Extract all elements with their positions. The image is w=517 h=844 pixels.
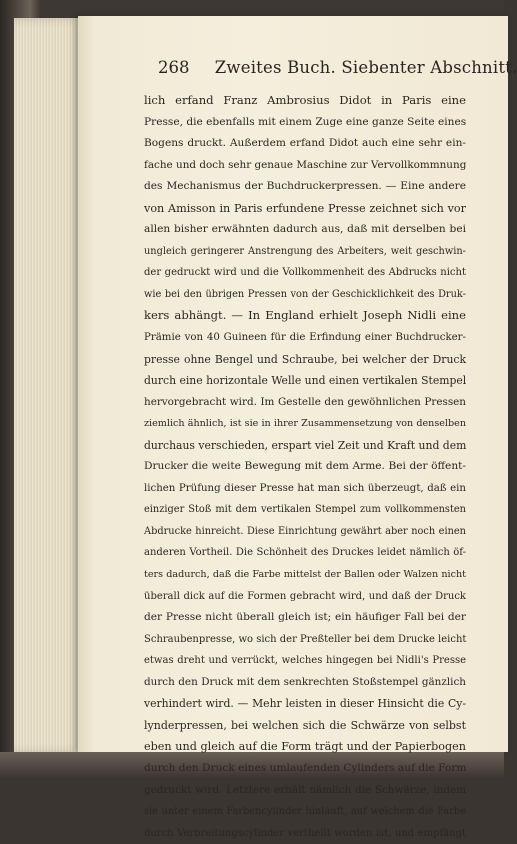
- text-line: Bogens druckt. Außerdem erfand Didot auch eine sehr ein-: [144, 137, 466, 150]
- running-head: Zweites Buch. Siebenter Abschnitt.: [214, 58, 517, 77]
- text-line: wie bei den übrigen Pressen von der Geschicklichkeit des Druk-: [144, 288, 466, 300]
- text-line: presse ohne Bengel und Schraube, bei welcher der Druck: [144, 352, 466, 366]
- text-line: kers abhängt. — In England erhielt Joseph Nidli eine: [144, 308, 466, 323]
- text-line: von Amisson in Paris erfundene Presse zeichnet sich vor: [144, 201, 466, 215]
- text-line: des Mechanismus der Buchdruckerpressen. — Eine andere: [144, 180, 466, 193]
- text-line: Abdrucke hinreicht. Diese Einrichtung gewährt aber noch einen: [144, 525, 466, 537]
- text-line: hervorgebracht wird. Im Gestelle den gewöhnlichen Pressen: [144, 395, 466, 408]
- text-line: allen bisher erwähnten dadurch aus, daß mit derselben bei: [144, 223, 466, 236]
- text-line: Prämie von 40 Guineen für die Erfindung einer Buchdrucker-: [144, 332, 466, 344]
- text-line: anderen Vortheil. Die Schönheit des Druckes leidet nämlich öf-: [144, 547, 466, 559]
- text-line: der gedruckt wird und die Vollkommenheit des Abdrucks nicht: [144, 267, 466, 279]
- text-line: durch den Druck eines umlaufenden Cylinders auf die Form: [144, 761, 467, 774]
- text-line: eben und gleich auf die Form trägt und der Papierbogen: [144, 740, 466, 754]
- text-line: lich erfand Franz Ambrosius Didot in Paris eine: [144, 93, 466, 107]
- text-line: fache und doch sehr genaue Maschine zur Vervollkommnung: [144, 158, 467, 171]
- text-line: etwas dreht und verrückt, welches hingegen bei Nidli's Presse: [144, 655, 466, 667]
- text-line: sie unter einem Farbencylinder hinläuft, auf welchem die Farbe: [144, 806, 466, 818]
- page-header: [158, 58, 517, 77]
- text-line: lynderpressen, bei welchen sich die Schwärze von selbst: [144, 718, 466, 732]
- text-line: durch Verbreitungscylinder vertheilt worden ist, und empfängt: [144, 827, 466, 839]
- text-line: überall dick auf die Formen gebracht wird, und daß der Druck: [144, 590, 466, 602]
- text-line: Schraubenpresse, wo sich der Preßteller bei dem Drucke leicht: [144, 633, 467, 645]
- text-line: durchaus verschieden, erspart viel Zeit und Kraft und dem: [144, 438, 467, 452]
- body-text: [144, 90, 466, 844]
- page-number: 268: [158, 58, 190, 77]
- text-line: ungleich geringerer Anstrengung des Arbeiters, weit geschwin-: [144, 245, 466, 257]
- text-line: Drucker die weite Bewegung mit dem Arme. Bei der öffent-: [144, 460, 466, 473]
- text-line: einziger Stoß mit dem vertikalen Stempel zum vollkommensten: [144, 504, 466, 516]
- text-line: ters dadurch, daß die Farbe mittelst der Ballen oder Walzen nicht: [144, 569, 466, 581]
- text-line: der Presse nicht überall gleich ist; ein häufiger Fall bei der: [144, 611, 466, 624]
- text-line: gedruckt wird. Letztere erhält nämlich die Schwärze, indem: [144, 783, 466, 796]
- page-edges: [14, 18, 84, 753]
- text-line: durch eine horizontale Welle und einen vertikalen Stempel: [144, 374, 467, 388]
- text-line: Presse, die ebenfalls mit einem Zuge eine ganze Seite eines: [144, 115, 467, 128]
- text-line: durch den Druck mit dem senkrechten Stoßstempel gänzlich: [144, 675, 466, 688]
- text-line: ziemlich ähnlich, ist sie in ihrer Zusammensetzung von denselben: [144, 418, 466, 430]
- text-line: verhindert wird. — Mehr leisten in dieser Hinsicht die Cy-: [144, 697, 466, 711]
- text-line: lichen Prüfung dieser Presse hat man sich überzeugt, daß ein: [144, 482, 466, 494]
